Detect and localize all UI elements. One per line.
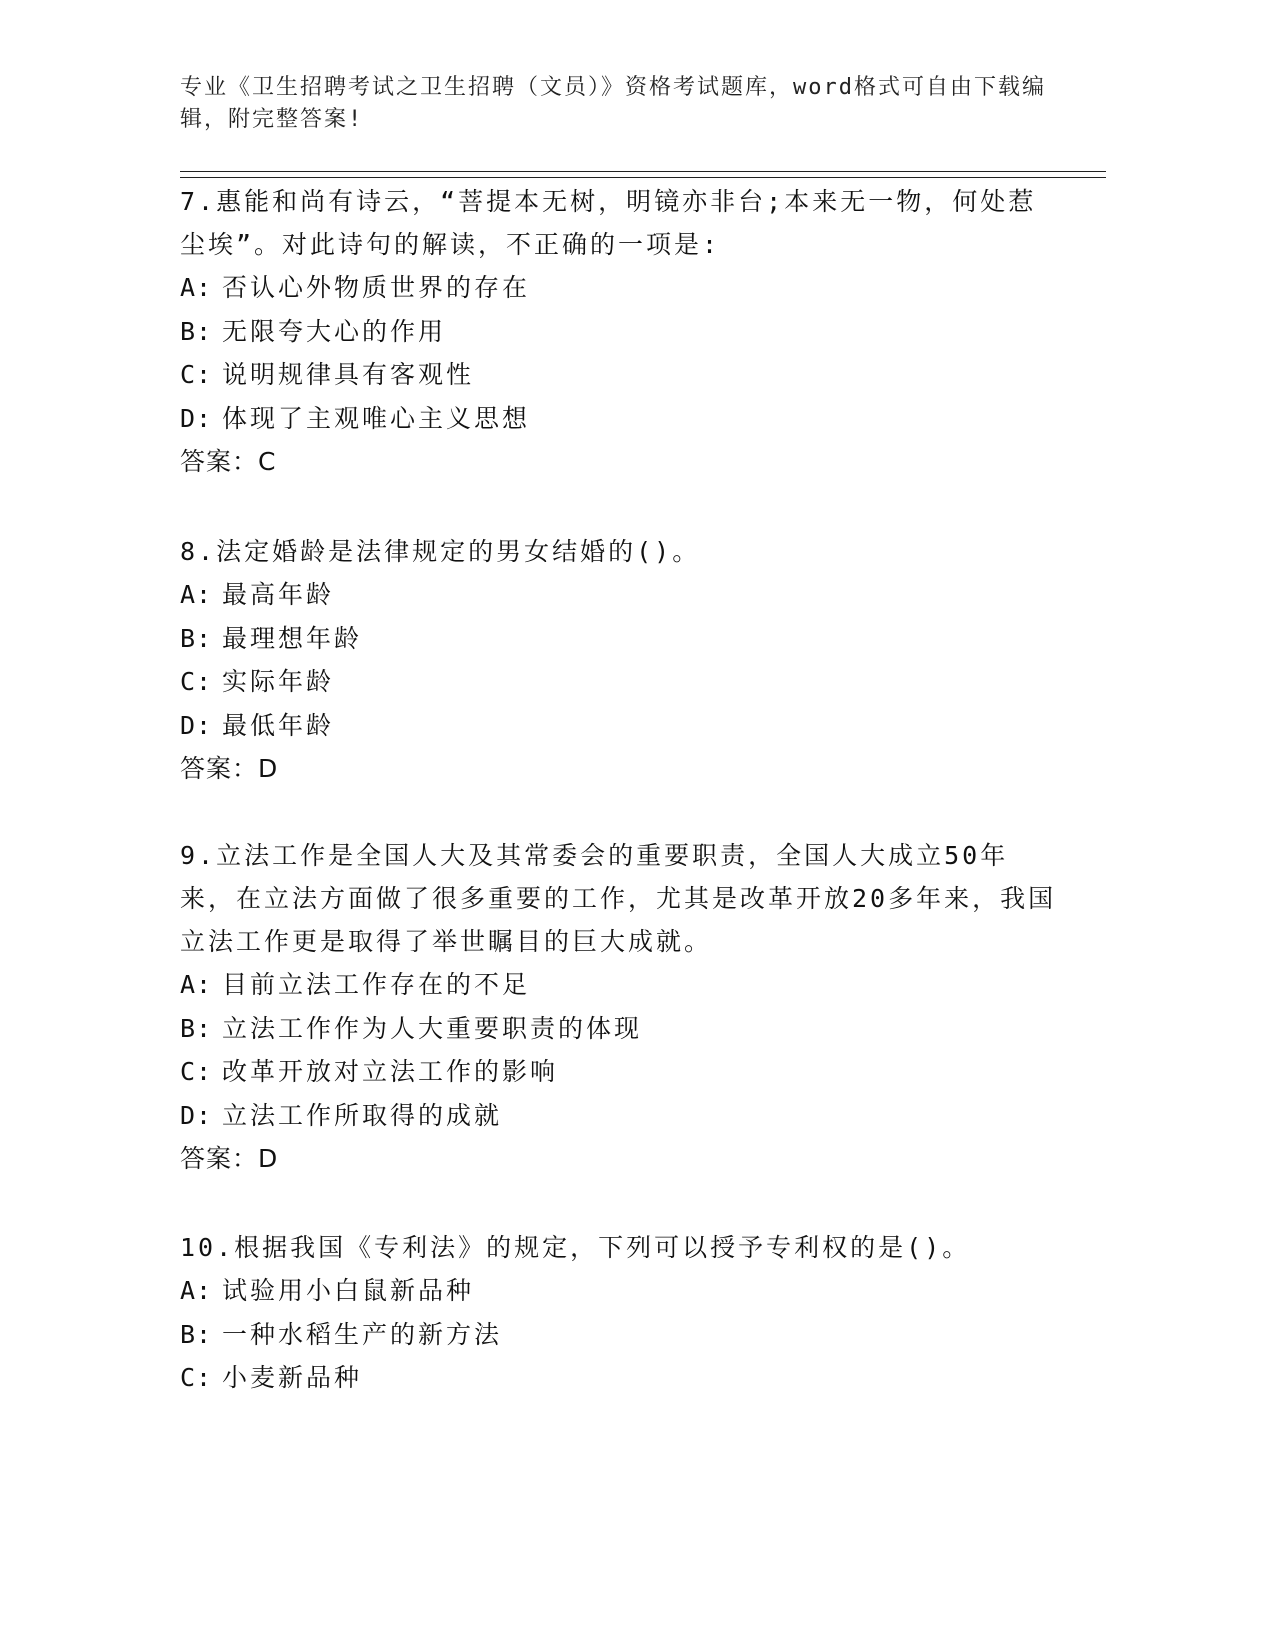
option-a (180, 266, 1060, 310)
option-text: 最理想年龄 (222, 623, 363, 653)
option-letter: C: (180, 667, 213, 696)
option-letter: A: (180, 580, 213, 609)
option-b (180, 1313, 1060, 1357)
question-7 (180, 180, 1060, 484)
option-text: 最高年龄 (222, 580, 335, 609)
option-text: 无限夸大心的作用 (222, 316, 447, 346)
option-letter: D: (180, 1100, 213, 1130)
question-stem: 8.法定婚龄是法律规定的男女结婚的()。 (180, 537, 701, 566)
option-text: 改革开放对立法工作的影响 (222, 1057, 559, 1086)
option-letter: B: (180, 316, 213, 346)
question-stem: 10.根据我国《专利法》的规定，下列可以授予专利权的是()。 (180, 1233, 971, 1262)
option-text: 小麦新品种 (222, 1363, 363, 1392)
option-text: 立法工作所取得的成就 (222, 1100, 503, 1130)
option-text: 立法工作作为人大重要职责的体现 (222, 1013, 643, 1043)
answer-line: 答案：D (180, 1144, 279, 1173)
option-letter: B: (180, 1319, 213, 1349)
question-9 (180, 834, 1060, 1181)
option-letter: C: (180, 1057, 213, 1086)
option-d (180, 1094, 1060, 1138)
option-b (180, 617, 1060, 661)
option-a (180, 573, 1060, 617)
answer-line: 答案：C (180, 447, 277, 476)
option-letter: C: (180, 360, 213, 389)
question-stem: 7.惠能和尚有诗云，“菩提本无树，明镜亦非台;本来无一物，何处惹尘埃”。对此诗句的解读，不正确的一项是: (180, 187, 1037, 259)
option-text: 试验用小白鼠新品种 (222, 1276, 475, 1305)
option-b (180, 1007, 1060, 1051)
option-a (180, 963, 1060, 1007)
option-letter: C: (180, 1363, 213, 1392)
option-c (180, 1050, 1060, 1094)
option-text: 最低年龄 (222, 710, 335, 740)
option-text: 一种水稻生产的新方法 (222, 1319, 503, 1349)
document-header: 专业《卫生招聘考试之卫生招聘（文员）》资格考试题库，word格式可自由下载编辑，附完整答案! (180, 75, 1046, 132)
option-letter: D: (180, 403, 213, 433)
option-letter: A: (180, 1276, 213, 1305)
option-letter: B: (180, 1013, 213, 1043)
question-stem: 9.立法工作是全国人大及其常委会的重要职责，全国人大成立50年来，在立法方面做了很多重要的工作，尤其是改革开放20多年来，我国立法工作更是取得了举世瞩目的巨大成就。 (180, 841, 1057, 956)
question-10 (180, 1226, 1060, 1400)
option-letter: B: (180, 623, 213, 653)
option-a (180, 1269, 1060, 1313)
option-text: 目前立法工作存在的不足 (222, 970, 531, 999)
option-text: 体现了主观唯心主义思想 (222, 403, 531, 433)
header-divider-bottom (180, 177, 1106, 178)
option-b (180, 310, 1060, 354)
option-letter: A: (180, 273, 213, 302)
option-text: 否认心外物质世界的存在 (222, 273, 531, 302)
option-letter: A: (180, 970, 213, 999)
option-d (180, 397, 1060, 441)
option-c (180, 353, 1060, 397)
question-8 (180, 530, 1060, 791)
option-d (180, 704, 1060, 748)
answer-line: 答案：D (180, 754, 279, 783)
option-text: 实际年龄 (222, 667, 335, 696)
header-divider-top (180, 171, 1106, 172)
option-c (180, 660, 1060, 704)
option-c (180, 1356, 1060, 1400)
option-text: 说明规律具有客观性 (222, 360, 475, 389)
option-letter: D: (180, 710, 213, 740)
